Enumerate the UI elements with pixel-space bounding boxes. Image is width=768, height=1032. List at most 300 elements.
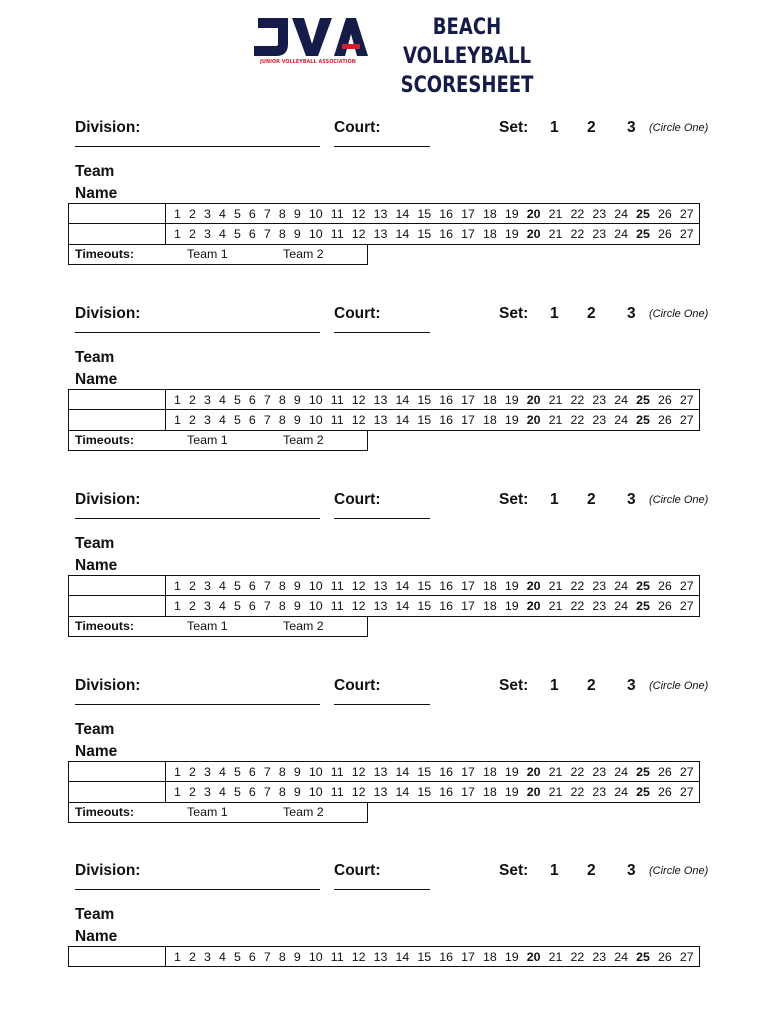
- point-18[interactable]: 18: [482, 227, 497, 241]
- team-name-cell[interactable]: [69, 596, 166, 616]
- point-19[interactable]: 19: [504, 949, 519, 964]
- point-27[interactable]: 27: [679, 764, 694, 779]
- point-3[interactable]: 3: [203, 578, 211, 593]
- set-option-2[interactable]: 2: [587, 862, 596, 879]
- point-22[interactable]: 22: [570, 599, 585, 613]
- point-27[interactable]: 27: [679, 578, 694, 593]
- point-15[interactable]: 15: [417, 764, 432, 779]
- point-18[interactable]: 18: [482, 764, 497, 779]
- point-12[interactable]: 12: [351, 764, 366, 779]
- point-12[interactable]: 12: [351, 949, 366, 964]
- point-17[interactable]: 17: [461, 949, 475, 964]
- point-7[interactable]: 7: [263, 578, 271, 593]
- point-11[interactable]: 11: [330, 599, 344, 613]
- point-24[interactable]: 24: [614, 206, 628, 221]
- point-24[interactable]: 24: [614, 392, 628, 407]
- point-5[interactable]: 5: [233, 785, 241, 799]
- point-21[interactable]: 21: [548, 227, 563, 241]
- point-19[interactable]: 19: [504, 764, 519, 779]
- timeout-team-1[interactable]: Team 1: [187, 619, 228, 633]
- point-20[interactable]: 20: [526, 764, 541, 779]
- point-17[interactable]: 17: [461, 227, 475, 241]
- point-15[interactable]: 15: [417, 578, 432, 593]
- point-5[interactable]: 5: [233, 578, 241, 593]
- set-option-1[interactable]: 1: [550, 677, 559, 694]
- point-15[interactable]: 15: [417, 227, 432, 241]
- point-8[interactable]: 8: [278, 949, 286, 964]
- set-option-3[interactable]: 3: [627, 862, 636, 879]
- point-14[interactable]: 14: [395, 599, 410, 613]
- point-14[interactable]: 14: [395, 949, 410, 964]
- team-name-cell[interactable]: [69, 204, 166, 223]
- division-field[interactable]: [75, 518, 320, 519]
- point-21[interactable]: 21: [548, 578, 563, 593]
- point-9[interactable]: 9: [293, 206, 301, 221]
- point-11[interactable]: 11: [330, 413, 344, 427]
- set-option-3[interactable]: 3: [627, 491, 636, 508]
- set-option-2[interactable]: 2: [587, 119, 596, 136]
- team-name-cell[interactable]: [69, 410, 166, 430]
- point-13[interactable]: 13: [373, 949, 388, 964]
- point-6[interactable]: 6: [248, 206, 256, 221]
- set-option-1[interactable]: 1: [550, 862, 559, 879]
- point-4[interactable]: 4: [218, 764, 226, 779]
- court-field[interactable]: [334, 889, 430, 890]
- point-18[interactable]: 18: [482, 785, 497, 799]
- timeout-team-2[interactable]: Team 2: [283, 433, 324, 447]
- point-17[interactable]: 17: [461, 413, 475, 427]
- point-7[interactable]: 7: [263, 227, 271, 241]
- point-12[interactable]: 12: [351, 785, 366, 799]
- point-numbers: [174, 576, 694, 595]
- point-19[interactable]: 19: [504, 578, 519, 593]
- point-2[interactable]: 2: [188, 227, 196, 241]
- point-9[interactable]: 9: [293, 578, 301, 593]
- timeout-team-2[interactable]: Team 2: [283, 619, 324, 633]
- point-15[interactable]: 15: [417, 392, 432, 407]
- point-25[interactable]: 25: [636, 785, 650, 799]
- point-1[interactable]: 1: [174, 764, 181, 779]
- point-26[interactable]: 26: [657, 949, 672, 964]
- point-2[interactable]: 2: [188, 949, 196, 964]
- circle-one-note: (Circle One): [649, 865, 709, 877]
- set-label: Set:: [499, 119, 529, 136]
- division-field[interactable]: [75, 704, 320, 705]
- point-17[interactable]: 17: [461, 764, 475, 779]
- title-line-2: SCORESHEET: [400, 73, 534, 98]
- point-23[interactable]: 23: [592, 578, 607, 593]
- timeouts-label: Timeouts:: [75, 805, 134, 819]
- point-25[interactable]: 25: [636, 227, 650, 241]
- point-1[interactable]: 1: [174, 578, 181, 593]
- point-17[interactable]: 17: [461, 206, 475, 221]
- point-22[interactable]: 22: [570, 227, 585, 241]
- point-22[interactable]: 22: [570, 764, 585, 779]
- point-14[interactable]: 14: [395, 785, 410, 799]
- court-field[interactable]: [334, 332, 430, 333]
- point-4[interactable]: 4: [218, 227, 226, 241]
- point-22[interactable]: 22: [570, 949, 585, 964]
- point-20[interactable]: 20: [526, 392, 541, 407]
- point-20[interactable]: 20: [526, 227, 541, 241]
- point-15[interactable]: 15: [417, 206, 432, 221]
- point-9[interactable]: 9: [293, 413, 301, 427]
- point-18[interactable]: 18: [482, 206, 497, 221]
- point-20[interactable]: 20: [526, 578, 541, 593]
- point-22[interactable]: 22: [570, 578, 585, 593]
- point-25[interactable]: 25: [636, 206, 650, 221]
- team-name-label: Team Name: [75, 349, 118, 388]
- point-15[interactable]: 15: [417, 599, 432, 613]
- point-1[interactable]: 1: [174, 785, 181, 799]
- point-23[interactable]: 23: [592, 764, 607, 779]
- point-13[interactable]: 13: [373, 227, 388, 241]
- point-15[interactable]: 15: [417, 785, 432, 799]
- point-6[interactable]: 6: [248, 392, 256, 407]
- point-12[interactable]: 12: [351, 206, 366, 221]
- point-17[interactable]: 17: [461, 599, 475, 613]
- point-26[interactable]: 26: [657, 227, 672, 241]
- point-23[interactable]: 23: [592, 413, 607, 427]
- team-name-cell[interactable]: [69, 224, 166, 244]
- point-23[interactable]: 23: [592, 949, 607, 964]
- set-option-1[interactable]: 1: [550, 119, 559, 136]
- point-11[interactable]: 11: [330, 578, 344, 593]
- point-20[interactable]: 20: [526, 599, 541, 613]
- point-21[interactable]: 21: [548, 599, 563, 613]
- point-6[interactable]: 6: [248, 413, 256, 427]
- point-16[interactable]: 16: [439, 227, 453, 241]
- point-1[interactable]: 1: [174, 392, 181, 407]
- point-13[interactable]: 13: [373, 785, 388, 799]
- point-numbers: [174, 947, 694, 966]
- point-11[interactable]: 11: [330, 392, 344, 407]
- point-8[interactable]: 8: [278, 206, 286, 221]
- court-field[interactable]: [334, 518, 430, 519]
- point-24[interactable]: 24: [614, 413, 628, 427]
- point-16[interactable]: 16: [439, 413, 453, 427]
- division-field[interactable]: [75, 146, 320, 147]
- point-2[interactable]: 2: [188, 764, 196, 779]
- point-18[interactable]: 18: [482, 392, 497, 407]
- point-7[interactable]: 7: [263, 949, 271, 964]
- point-1[interactable]: 1: [174, 227, 181, 241]
- point-9[interactable]: 9: [293, 227, 301, 241]
- point-7[interactable]: 7: [263, 206, 271, 221]
- team-name-label: Team Name: [75, 163, 118, 202]
- point-20[interactable]: 20: [526, 413, 541, 427]
- point-2[interactable]: 2: [188, 578, 196, 593]
- point-3[interactable]: 3: [203, 392, 211, 407]
- point-6[interactable]: 6: [248, 764, 256, 779]
- point-12[interactable]: 12: [351, 413, 366, 427]
- point-6[interactable]: 6: [248, 599, 256, 613]
- point-24[interactable]: 24: [614, 764, 628, 779]
- point-19[interactable]: 19: [504, 413, 519, 427]
- point-26[interactable]: 26: [657, 599, 672, 613]
- point-22[interactable]: 22: [570, 392, 585, 407]
- point-2[interactable]: 2: [188, 785, 196, 799]
- point-10[interactable]: 10: [308, 578, 323, 593]
- point-10[interactable]: 10: [308, 413, 323, 427]
- point-25[interactable]: 25: [636, 949, 650, 964]
- point-3[interactable]: 3: [203, 949, 211, 964]
- point-18[interactable]: 18: [482, 578, 497, 593]
- point-13[interactable]: 13: [373, 578, 388, 593]
- point-9[interactable]: 9: [293, 392, 301, 407]
- set-option-3[interactable]: 3: [627, 119, 636, 136]
- point-2[interactable]: 2: [188, 392, 196, 407]
- point-4[interactable]: 4: [218, 392, 226, 407]
- point-14[interactable]: 14: [395, 206, 410, 221]
- point-26[interactable]: 26: [657, 785, 672, 799]
- point-8[interactable]: 8: [278, 413, 286, 427]
- division-label: Division:: [75, 305, 141, 322]
- set-option-1[interactable]: 1: [550, 305, 559, 322]
- point-16[interactable]: 16: [439, 785, 453, 799]
- team-name-cell[interactable]: [69, 782, 166, 802]
- point-10[interactable]: 10: [308, 764, 323, 779]
- point-3[interactable]: 3: [203, 764, 211, 779]
- point-21[interactable]: 21: [548, 764, 563, 779]
- point-18[interactable]: 18: [482, 949, 497, 964]
- point-7[interactable]: 7: [263, 599, 271, 613]
- set-option-3[interactable]: 3: [627, 305, 636, 322]
- timeout-team-2[interactable]: Team 2: [283, 247, 324, 261]
- team-name-cell[interactable]: [69, 576, 166, 595]
- point-22[interactable]: 22: [570, 206, 585, 221]
- point-27[interactable]: 27: [679, 206, 694, 221]
- point-12[interactable]: 12: [351, 578, 366, 593]
- point-19[interactable]: 19: [504, 785, 519, 799]
- point-25[interactable]: 25: [636, 413, 650, 427]
- set-label: Set:: [499, 677, 529, 694]
- point-19[interactable]: 19: [504, 392, 519, 407]
- point-12[interactable]: 12: [351, 599, 366, 613]
- point-13[interactable]: 13: [373, 764, 388, 779]
- point-4[interactable]: 4: [218, 578, 226, 593]
- point-26[interactable]: 26: [657, 578, 672, 593]
- point-14[interactable]: 14: [395, 764, 410, 779]
- point-16[interactable]: 16: [439, 599, 453, 613]
- point-16[interactable]: 16: [439, 206, 453, 221]
- point-27[interactable]: 27: [679, 413, 694, 427]
- point-23[interactable]: 23: [592, 785, 607, 799]
- team-name-cell[interactable]: [69, 390, 166, 409]
- point-27[interactable]: 27: [679, 392, 694, 407]
- point-12[interactable]: 12: [351, 227, 366, 241]
- point-24[interactable]: 24: [614, 227, 628, 241]
- point-3[interactable]: 3: [203, 206, 211, 221]
- set-option-3[interactable]: 3: [627, 677, 636, 694]
- point-23[interactable]: 23: [592, 599, 607, 613]
- point-11[interactable]: 11: [330, 206, 344, 221]
- point-22[interactable]: 22: [570, 785, 585, 799]
- point-1[interactable]: 1: [174, 206, 181, 221]
- point-13[interactable]: 13: [373, 206, 388, 221]
- point-21[interactable]: 21: [548, 413, 563, 427]
- set-option-1[interactable]: 1: [550, 491, 559, 508]
- point-24[interactable]: 24: [614, 949, 628, 964]
- point-13[interactable]: 13: [373, 392, 388, 407]
- point-11[interactable]: 11: [330, 227, 344, 241]
- point-15[interactable]: 15: [417, 413, 432, 427]
- point-19[interactable]: 19: [504, 227, 519, 241]
- point-1[interactable]: 1: [174, 413, 181, 427]
- point-24[interactable]: 24: [614, 599, 628, 613]
- point-22[interactable]: 22: [570, 413, 585, 427]
- point-9[interactable]: 9: [293, 785, 301, 799]
- point-4[interactable]: 4: [218, 599, 226, 613]
- point-23[interactable]: 23: [592, 227, 607, 241]
- set-option-2[interactable]: 2: [587, 491, 596, 508]
- point-7[interactable]: 7: [263, 392, 271, 407]
- point-23[interactable]: 23: [592, 206, 607, 221]
- point-2[interactable]: 2: [188, 413, 196, 427]
- point-9[interactable]: 9: [293, 764, 301, 779]
- point-8[interactable]: 8: [278, 227, 286, 241]
- point-11[interactable]: 11: [330, 949, 344, 964]
- point-14[interactable]: 14: [395, 227, 410, 241]
- point-21[interactable]: 21: [548, 785, 563, 799]
- point-7[interactable]: 7: [263, 413, 271, 427]
- point-25[interactable]: 25: [636, 764, 650, 779]
- point-10[interactable]: 10: [308, 392, 323, 407]
- point-5[interactable]: 5: [233, 206, 241, 221]
- timeout-team-1[interactable]: Team 1: [187, 247, 228, 261]
- point-12[interactable]: 12: [351, 392, 366, 407]
- point-19[interactable]: 19: [504, 599, 519, 613]
- set-option-2[interactable]: 2: [587, 677, 596, 694]
- point-14[interactable]: 14: [395, 413, 410, 427]
- point-6[interactable]: 6: [248, 949, 256, 964]
- point-6[interactable]: 6: [248, 227, 256, 241]
- point-11[interactable]: 11: [330, 764, 344, 779]
- point-1[interactable]: 1: [174, 949, 181, 964]
- point-8[interactable]: 8: [278, 578, 286, 593]
- point-5[interactable]: 5: [233, 949, 241, 964]
- point-5[interactable]: 5: [233, 227, 241, 241]
- point-24[interactable]: 24: [614, 578, 628, 593]
- point-9[interactable]: 9: [293, 949, 301, 964]
- point-10[interactable]: 10: [308, 227, 323, 241]
- point-4[interactable]: 4: [218, 413, 226, 427]
- point-10[interactable]: 10: [308, 206, 323, 221]
- point-25[interactable]: 25: [636, 599, 650, 613]
- point-14[interactable]: 14: [395, 392, 410, 407]
- point-15[interactable]: 15: [417, 949, 432, 964]
- point-16[interactable]: 16: [439, 578, 453, 593]
- timeout-team-2[interactable]: Team 2: [283, 805, 324, 819]
- point-17[interactable]: 17: [461, 578, 475, 593]
- point-4[interactable]: 4: [218, 949, 226, 964]
- point-3[interactable]: 3: [203, 227, 211, 241]
- point-26[interactable]: 26: [657, 764, 672, 779]
- point-4[interactable]: 4: [218, 785, 226, 799]
- point-3[interactable]: 3: [203, 785, 211, 799]
- point-25[interactable]: 25: [636, 392, 650, 407]
- point-16[interactable]: 16: [439, 949, 453, 964]
- point-8[interactable]: 8: [278, 785, 286, 799]
- point-23[interactable]: 23: [592, 392, 607, 407]
- point-21[interactable]: 21: [548, 949, 563, 964]
- point-20[interactable]: 20: [526, 785, 541, 799]
- point-4[interactable]: 4: [218, 206, 226, 221]
- point-13[interactable]: 13: [373, 413, 388, 427]
- point-9[interactable]: 9: [293, 599, 301, 613]
- court-field[interactable]: [334, 704, 430, 705]
- point-26[interactable]: 26: [657, 413, 672, 427]
- point-8[interactable]: 8: [278, 392, 286, 407]
- point-5[interactable]: 5: [233, 392, 241, 407]
- point-3[interactable]: 3: [203, 413, 211, 427]
- point-14[interactable]: 14: [395, 578, 410, 593]
- point-3[interactable]: 3: [203, 599, 211, 613]
- division-field[interactable]: [75, 332, 320, 333]
- point-27[interactable]: 27: [679, 599, 694, 613]
- set-label: Set:: [499, 491, 529, 508]
- point-5[interactable]: 5: [233, 764, 241, 779]
- point-19[interactable]: 19: [504, 206, 519, 221]
- point-10[interactable]: 10: [308, 599, 323, 613]
- point-25[interactable]: 25: [636, 578, 650, 593]
- point-8[interactable]: 8: [278, 764, 286, 779]
- point-18[interactable]: 18: [482, 599, 497, 613]
- team-name-cell[interactable]: [69, 762, 166, 781]
- team-name-cell[interactable]: [69, 947, 166, 966]
- timeout-team-1[interactable]: Team 1: [187, 433, 228, 447]
- point-26[interactable]: 26: [657, 206, 672, 221]
- point-2[interactable]: 2: [188, 206, 196, 221]
- point-1[interactable]: 1: [174, 599, 181, 613]
- division-field[interactable]: [75, 889, 320, 890]
- point-5[interactable]: 5: [233, 413, 241, 427]
- point-13[interactable]: 13: [373, 599, 388, 613]
- score-row: [68, 596, 700, 617]
- point-26[interactable]: 26: [657, 392, 672, 407]
- point-27[interactable]: 27: [679, 949, 694, 964]
- point-numbers: [174, 410, 694, 430]
- point-7[interactable]: 7: [263, 764, 271, 779]
- page-header: [0, 0, 768, 98]
- point-20[interactable]: 20: [526, 206, 541, 221]
- point-7[interactable]: 7: [263, 785, 271, 799]
- point-17[interactable]: 17: [461, 785, 475, 799]
- point-6[interactable]: 6: [248, 785, 256, 799]
- point-16[interactable]: 16: [439, 764, 453, 779]
- point-10[interactable]: 10: [308, 949, 323, 964]
- point-27[interactable]: 27: [679, 227, 694, 241]
- point-6[interactable]: 6: [248, 578, 256, 593]
- point-20[interactable]: 20: [526, 949, 541, 964]
- point-5[interactable]: 5: [233, 599, 241, 613]
- point-8[interactable]: 8: [278, 599, 286, 613]
- point-21[interactable]: 21: [548, 206, 563, 221]
- point-18[interactable]: 18: [482, 413, 497, 427]
- point-10[interactable]: 10: [308, 785, 323, 799]
- point-16[interactable]: 16: [439, 392, 453, 407]
- point-11[interactable]: 11: [330, 785, 344, 799]
- point-21[interactable]: 21: [548, 392, 563, 407]
- timeout-team-1[interactable]: Team 1: [187, 805, 228, 819]
- set-option-2[interactable]: 2: [587, 305, 596, 322]
- point-17[interactable]: 17: [461, 392, 475, 407]
- court-field[interactable]: [334, 146, 430, 147]
- point-24[interactable]: 24: [614, 785, 628, 799]
- timeouts-row: [68, 431, 368, 451]
- point-27[interactable]: 27: [679, 785, 694, 799]
- point-2[interactable]: 2: [188, 599, 196, 613]
